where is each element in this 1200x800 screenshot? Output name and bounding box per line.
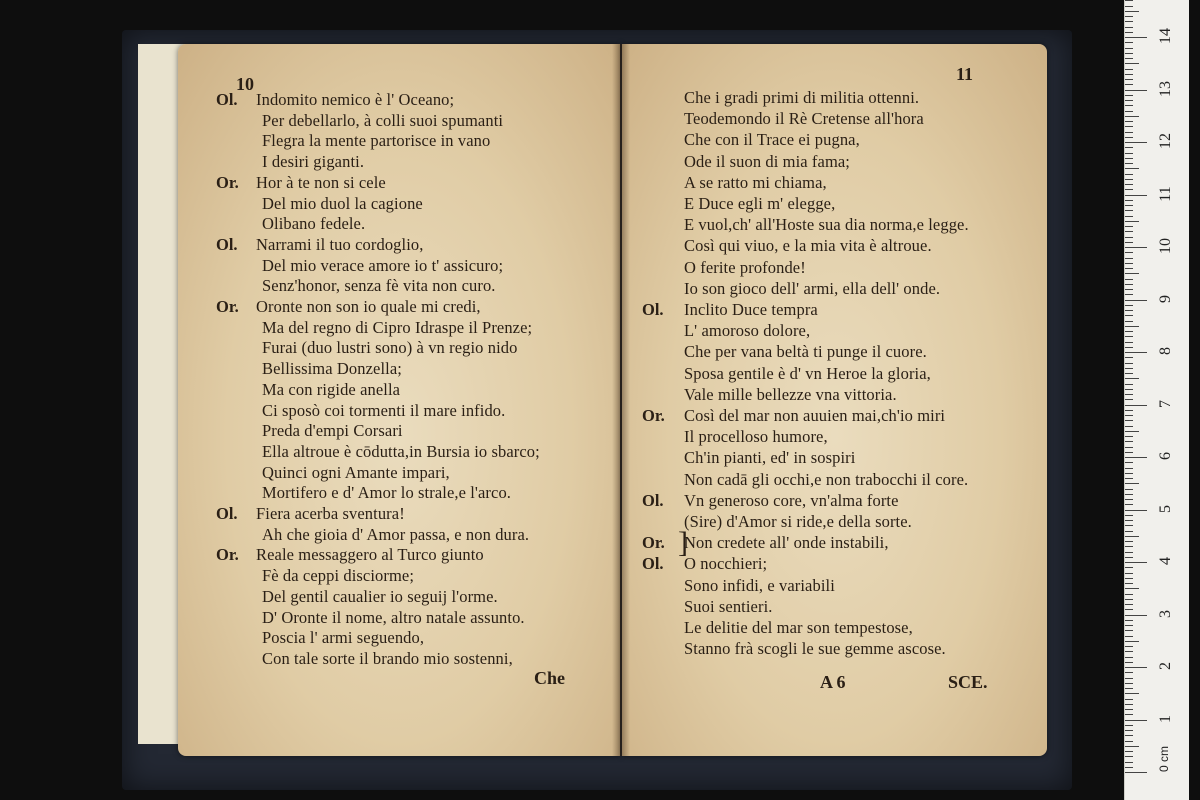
ruler-tick bbox=[1125, 536, 1139, 537]
verse-line: Fiera acerba sventura! bbox=[256, 504, 405, 523]
verse-line: Che i gradi primi di militia ottenni. bbox=[684, 88, 920, 107]
ruler-tick bbox=[1125, 483, 1139, 484]
verse-line: Teodemondo il Rè Cretense all'hora bbox=[684, 109, 924, 129]
verse-line: Fè da ceppi disciorme; bbox=[262, 566, 415, 586]
ruler-tick bbox=[1125, 279, 1133, 280]
measuring-ruler bbox=[1124, 0, 1189, 800]
ruler-tick bbox=[1125, 368, 1133, 369]
ruler-tick bbox=[1125, 468, 1133, 469]
verse-line: I desiri giganti. bbox=[262, 152, 365, 172]
verse-line: Ch'in pianti, ed' in sospiri bbox=[684, 448, 856, 468]
ruler-tick bbox=[1125, 95, 1133, 96]
ruler-tick bbox=[1125, 599, 1133, 600]
ruler-tick bbox=[1125, 410, 1133, 411]
verse-line: (Sire) d'Amor si ride,e della sorte. bbox=[684, 512, 912, 531]
right-signature: A 6 bbox=[820, 672, 846, 692]
verse-line: E vuol,ch' all'Hoste sua dia norma,e legge. bbox=[684, 215, 969, 235]
speaker-label: Ol. bbox=[216, 504, 238, 523]
ruler-number: 11 bbox=[1157, 185, 1174, 202]
ruler-tick bbox=[1125, 363, 1133, 364]
ruler-tick bbox=[1125, 163, 1133, 164]
ruler-tick bbox=[1125, 699, 1133, 700]
ruler-tick bbox=[1125, 221, 1139, 222]
ruler-number: 5 bbox=[1157, 504, 1174, 513]
ruler-tick bbox=[1125, 11, 1139, 12]
verse-line: Del mio duol la cagione bbox=[262, 193, 423, 213]
ruler-tick bbox=[1125, 273, 1139, 274]
verse-line: Vn generoso core, vn'alma forte bbox=[684, 490, 899, 510]
verse-line: O ferite profonde! bbox=[684, 257, 806, 277]
ruler-tick bbox=[1125, 567, 1133, 568]
ruler-tick bbox=[1125, 284, 1133, 285]
ruler-tick bbox=[1125, 216, 1133, 217]
ruler-tick bbox=[1125, 741, 1133, 742]
ruler-tick bbox=[1125, 678, 1133, 679]
speaker-label: Ol. bbox=[642, 554, 664, 574]
ruler-tick bbox=[1125, 352, 1147, 353]
ruler-tick bbox=[1125, 342, 1133, 343]
verse-line: Che con il Trace ei pugna, bbox=[684, 130, 860, 150]
ruler-tick bbox=[1125, 520, 1133, 521]
ruler-number: 10 bbox=[1157, 238, 1174, 254]
right-page-number: 11 bbox=[956, 64, 974, 84]
verse-line: Io son gioco dell' armi, ella dell' onde. bbox=[684, 278, 941, 298]
ruler-tick bbox=[1125, 174, 1133, 175]
verse-line: Inclito Duce tempra bbox=[684, 300, 818, 319]
ruler-tick bbox=[1125, 625, 1133, 626]
ruler-tick bbox=[1125, 69, 1133, 70]
verse-line: Con tale sorte il brando mio sostenni, bbox=[262, 648, 513, 668]
ruler-tick bbox=[1125, 300, 1147, 301]
ruler-tick bbox=[1125, 478, 1133, 479]
ruler-number: 12 bbox=[1157, 133, 1174, 149]
ruler-tick bbox=[1125, 74, 1133, 75]
verse-line: Le delitie del mar son tempestose, bbox=[684, 618, 913, 637]
verse-line: Ode il suon di mia fama; bbox=[684, 151, 850, 171]
ruler-tick bbox=[1125, 510, 1147, 511]
ruler-tick bbox=[1125, 321, 1133, 322]
ruler-tick bbox=[1125, 667, 1147, 668]
verse-line: Indomito nemico è l' Oceano; bbox=[256, 90, 455, 109]
verse-line: O nocchieri; bbox=[684, 554, 768, 574]
ruler-tick bbox=[1125, 452, 1133, 453]
ruler-tick bbox=[1125, 620, 1133, 621]
ruler-number: 14 bbox=[1157, 28, 1174, 44]
ruler-tick bbox=[1125, 609, 1133, 610]
verse-line: Del gentil caualier io seguij l'orme. bbox=[262, 586, 498, 606]
speaker-label: Ol. bbox=[216, 90, 238, 109]
speaker-label: Or. bbox=[642, 406, 665, 425]
ruler-tick bbox=[1125, 756, 1133, 757]
ruler-tick bbox=[1125, 21, 1133, 22]
ruler-tick bbox=[1125, 0, 1133, 1]
ruler-tick bbox=[1125, 126, 1133, 127]
ruler-tick bbox=[1125, 552, 1133, 553]
ruler-tick bbox=[1125, 588, 1139, 589]
speaker-label: Or. bbox=[642, 533, 665, 553]
verse-line: Hor à te non si cele bbox=[256, 172, 386, 192]
ruler-tick bbox=[1125, 179, 1133, 180]
ruler-tick bbox=[1125, 541, 1133, 542]
ruler-tick bbox=[1125, 158, 1133, 159]
ruler-number: 3 bbox=[1157, 609, 1174, 618]
ruler-tick bbox=[1125, 37, 1147, 38]
speaker-label: Or. bbox=[216, 545, 239, 565]
ruler-tick bbox=[1125, 100, 1133, 101]
verse-line: Vale mille bellezze vna vittoria. bbox=[684, 384, 897, 404]
ruler-tick bbox=[1125, 16, 1133, 17]
verse-line: D' Oronte il nome, altro natale assunto. bbox=[262, 607, 525, 627]
verse-line: Così qui viuo, e la mia vita è altroue. bbox=[684, 236, 932, 256]
ruler-tick bbox=[1125, 735, 1133, 736]
ruler-tick bbox=[1125, 384, 1133, 385]
ruler-tick bbox=[1125, 525, 1133, 526]
verse-line: Che per vana beltà ti punge il cuore. bbox=[684, 342, 927, 362]
ruler-tick bbox=[1125, 184, 1133, 185]
ruler-tick bbox=[1125, 630, 1133, 631]
ruler-tick bbox=[1125, 263, 1133, 264]
ruler-tick bbox=[1125, 767, 1133, 768]
verse-line: Così del mar non auuien mai,ch'io miri bbox=[684, 406, 946, 425]
speaker-brace: ] bbox=[678, 526, 688, 559]
ruler-tick bbox=[1125, 42, 1133, 43]
ruler-tick bbox=[1125, 672, 1133, 673]
ruler-tick bbox=[1125, 147, 1133, 148]
ruler-tick bbox=[1125, 268, 1133, 269]
ruler-number: 9 bbox=[1157, 294, 1174, 303]
left-catchword: Che bbox=[534, 668, 565, 688]
ruler-tick bbox=[1125, 714, 1133, 715]
ruler-tick bbox=[1125, 499, 1133, 500]
ruler-tick bbox=[1125, 573, 1133, 574]
verse-line: Suoi sentieri. bbox=[684, 596, 773, 616]
verse-line: Olibano fedele. bbox=[262, 214, 366, 234]
ruler-tick bbox=[1125, 27, 1133, 28]
ruler-tick bbox=[1125, 457, 1147, 458]
ruler-tick bbox=[1125, 394, 1133, 395]
ruler-tick bbox=[1125, 305, 1133, 306]
ruler-tick bbox=[1125, 515, 1133, 516]
ruler-tick bbox=[1125, 258, 1133, 259]
ruler-tick bbox=[1125, 420, 1133, 421]
ruler-tick bbox=[1125, 504, 1133, 505]
book-gutter bbox=[612, 44, 630, 756]
ruler-tick bbox=[1125, 373, 1133, 374]
ruler-tick bbox=[1125, 594, 1133, 595]
ruler-tick bbox=[1125, 604, 1133, 605]
ruler-tick bbox=[1125, 53, 1133, 54]
ruler-tick bbox=[1125, 252, 1133, 253]
ruler-tick bbox=[1125, 546, 1133, 547]
ruler-tick bbox=[1125, 447, 1133, 448]
ruler-tick bbox=[1125, 168, 1139, 169]
ruler-tick bbox=[1125, 205, 1133, 206]
ruler-tick bbox=[1125, 494, 1133, 495]
verse-line: Ma con rigide anella bbox=[262, 379, 401, 399]
verse-line: Del mio verace amore io t' assicuro; bbox=[262, 255, 504, 275]
ruler-number: 8 bbox=[1157, 347, 1174, 355]
ruler-tick bbox=[1125, 657, 1133, 658]
verse-line: Reale messaggero al Turco giunto bbox=[256, 545, 484, 565]
verse-line: Poscia l' armi seguendo, bbox=[262, 628, 425, 648]
ruler-tick bbox=[1125, 331, 1133, 332]
ruler-tick bbox=[1125, 247, 1147, 248]
ruler-tick bbox=[1125, 79, 1133, 80]
ruler-tick bbox=[1125, 315, 1133, 316]
ruler-tick bbox=[1125, 63, 1139, 64]
ruler-tick bbox=[1125, 641, 1139, 642]
ruler-tick bbox=[1125, 772, 1147, 773]
ruler-tick bbox=[1125, 431, 1139, 432]
ruler-tick bbox=[1125, 32, 1133, 33]
ruler-tick bbox=[1125, 347, 1133, 348]
ruler-tick bbox=[1125, 557, 1133, 558]
verse-line: Sposa gentile è d' vn Heroe la gloria, bbox=[684, 363, 931, 383]
verse-line: Ah che gioia d' Amor passa, e non dura. bbox=[262, 524, 530, 544]
ruler-tick bbox=[1125, 688, 1133, 689]
speaker-label: Or. bbox=[216, 172, 239, 192]
speaker-label: Ol. bbox=[642, 300, 664, 319]
verse-line: Stanno frà scogli le sue gemme ascose. bbox=[684, 639, 946, 659]
ruler-tick bbox=[1125, 762, 1133, 763]
ruler-tick bbox=[1125, 683, 1133, 684]
right-catchword: SCE. bbox=[948, 672, 988, 692]
ruler-number: 4 bbox=[1157, 557, 1174, 565]
verse-line: Ci sposò coi tormenti il mare infido. bbox=[262, 400, 506, 420]
ruler-number: 6 bbox=[1157, 452, 1174, 460]
ruler-tick bbox=[1125, 709, 1133, 710]
ruler-tick bbox=[1125, 105, 1133, 106]
ruler-tick bbox=[1125, 378, 1139, 379]
ruler-tick bbox=[1125, 441, 1133, 442]
ruler-tick bbox=[1125, 473, 1133, 474]
ruler-tick bbox=[1125, 326, 1139, 327]
ruler-tick bbox=[1125, 725, 1133, 726]
ruler-number: 1 bbox=[1157, 714, 1174, 723]
ruler-tick bbox=[1125, 405, 1147, 406]
ruler-tick bbox=[1125, 48, 1133, 49]
ruler-number: 13 bbox=[1157, 80, 1174, 97]
verse-line: Per debellarlo, à colli suoi spumanti bbox=[262, 110, 504, 130]
ruler-tick bbox=[1125, 210, 1133, 211]
ruler-tick bbox=[1125, 310, 1133, 311]
ruler-tick bbox=[1125, 651, 1133, 652]
ruler-tick bbox=[1125, 426, 1133, 427]
verse-line: E Duce egli m' elegge, bbox=[684, 194, 836, 213]
verse-line: Non cadā gli occhi,e non trabocchi il core. bbox=[684, 469, 969, 489]
ruler-tick bbox=[1125, 226, 1133, 227]
verse-line: Oronte non son io quale mi credi, bbox=[256, 297, 481, 316]
ruler-tick bbox=[1125, 436, 1133, 437]
ruler-tick bbox=[1125, 231, 1133, 232]
ruler-tick bbox=[1125, 336, 1133, 337]
ruler-tick bbox=[1125, 116, 1139, 117]
verse-line: Ma del regno di Cipro Idraspe il Prenze; bbox=[262, 317, 533, 337]
ruler-tick bbox=[1125, 357, 1133, 358]
ruler-tick bbox=[1125, 583, 1133, 584]
ruler-tick bbox=[1125, 720, 1147, 721]
verse-line: Sono infidi, e variabili bbox=[684, 575, 835, 595]
ruler-tick bbox=[1125, 6, 1133, 7]
ruler-tick bbox=[1125, 289, 1133, 290]
verse-line: Narrami il tuo cordoglio, bbox=[256, 234, 424, 254]
ruler-tick bbox=[1125, 704, 1133, 705]
ruler-tick bbox=[1125, 237, 1133, 238]
left-page-number: 10 bbox=[236, 74, 254, 94]
ruler-tick bbox=[1125, 751, 1133, 752]
ruler-tick bbox=[1125, 242, 1133, 243]
ruler-tick bbox=[1125, 662, 1133, 663]
ruler-tick bbox=[1125, 646, 1133, 647]
ruler-tick bbox=[1125, 462, 1133, 463]
verse-line: Furai (duo lustri sono) à vn regio nido bbox=[262, 338, 518, 358]
ruler-tick bbox=[1125, 84, 1133, 85]
speaker-label: Ol. bbox=[642, 490, 664, 510]
verse-line: Non credete all' onde instabili, bbox=[684, 533, 889, 553]
ruler-tick bbox=[1125, 111, 1133, 112]
ruler-tick bbox=[1125, 142, 1147, 143]
verse-line: Quinci ogni Amante impari, bbox=[262, 462, 450, 482]
ruler-number: 7 bbox=[1157, 399, 1174, 408]
ruler-tick bbox=[1125, 489, 1133, 490]
ruler-unit-label: 0 cm bbox=[1157, 745, 1172, 773]
ruler-tick bbox=[1125, 90, 1147, 91]
ruler-tick bbox=[1125, 389, 1133, 390]
ruler-tick bbox=[1125, 200, 1133, 201]
verse-line: Preda d'empi Corsari bbox=[262, 421, 403, 441]
ruler-tick bbox=[1125, 578, 1133, 579]
verse-line: L' amoroso dolore, bbox=[684, 321, 811, 341]
ruler-tick bbox=[1125, 195, 1147, 196]
ruler-tick bbox=[1125, 189, 1133, 190]
ruler-tick bbox=[1125, 636, 1133, 637]
ruler-tick bbox=[1125, 746, 1139, 747]
ruler-tick bbox=[1125, 121, 1133, 122]
verse-line: Senz'honor, senza fè vita non curo. bbox=[262, 276, 496, 296]
verse-line: A se ratto mi chiama, bbox=[684, 172, 827, 192]
ruler-tick bbox=[1125, 562, 1147, 563]
ruler-tick bbox=[1125, 615, 1147, 616]
ruler-number: 2 bbox=[1157, 662, 1174, 670]
ruler-tick bbox=[1125, 153, 1133, 154]
ruler-tick bbox=[1125, 58, 1133, 59]
ruler-tick bbox=[1125, 415, 1133, 416]
speaker-label: Ol. bbox=[216, 234, 238, 254]
ruler-tick bbox=[1125, 132, 1133, 133]
verse-line: Flegra la mente partorisce in vano bbox=[262, 131, 491, 151]
right-page bbox=[622, 44, 1047, 756]
verse-line: Mortifero e d' Amor lo strale,e l'arco. bbox=[262, 483, 512, 503]
ruler-tick bbox=[1125, 294, 1133, 295]
left-page bbox=[178, 44, 620, 756]
ruler-tick bbox=[1125, 137, 1133, 138]
verse-line: Il procelloso humore, bbox=[684, 427, 828, 447]
ruler-tick bbox=[1125, 531, 1133, 532]
ruler-tick bbox=[1125, 693, 1139, 694]
verse-line: Ella altroue è cōdutta,in Bursia io sbarco; bbox=[262, 441, 540, 461]
speaker-label: Or. bbox=[216, 297, 239, 316]
verse-line: Bellissima Donzella; bbox=[262, 359, 402, 379]
ruler-tick bbox=[1125, 399, 1133, 400]
ruler-tick bbox=[1125, 730, 1133, 731]
